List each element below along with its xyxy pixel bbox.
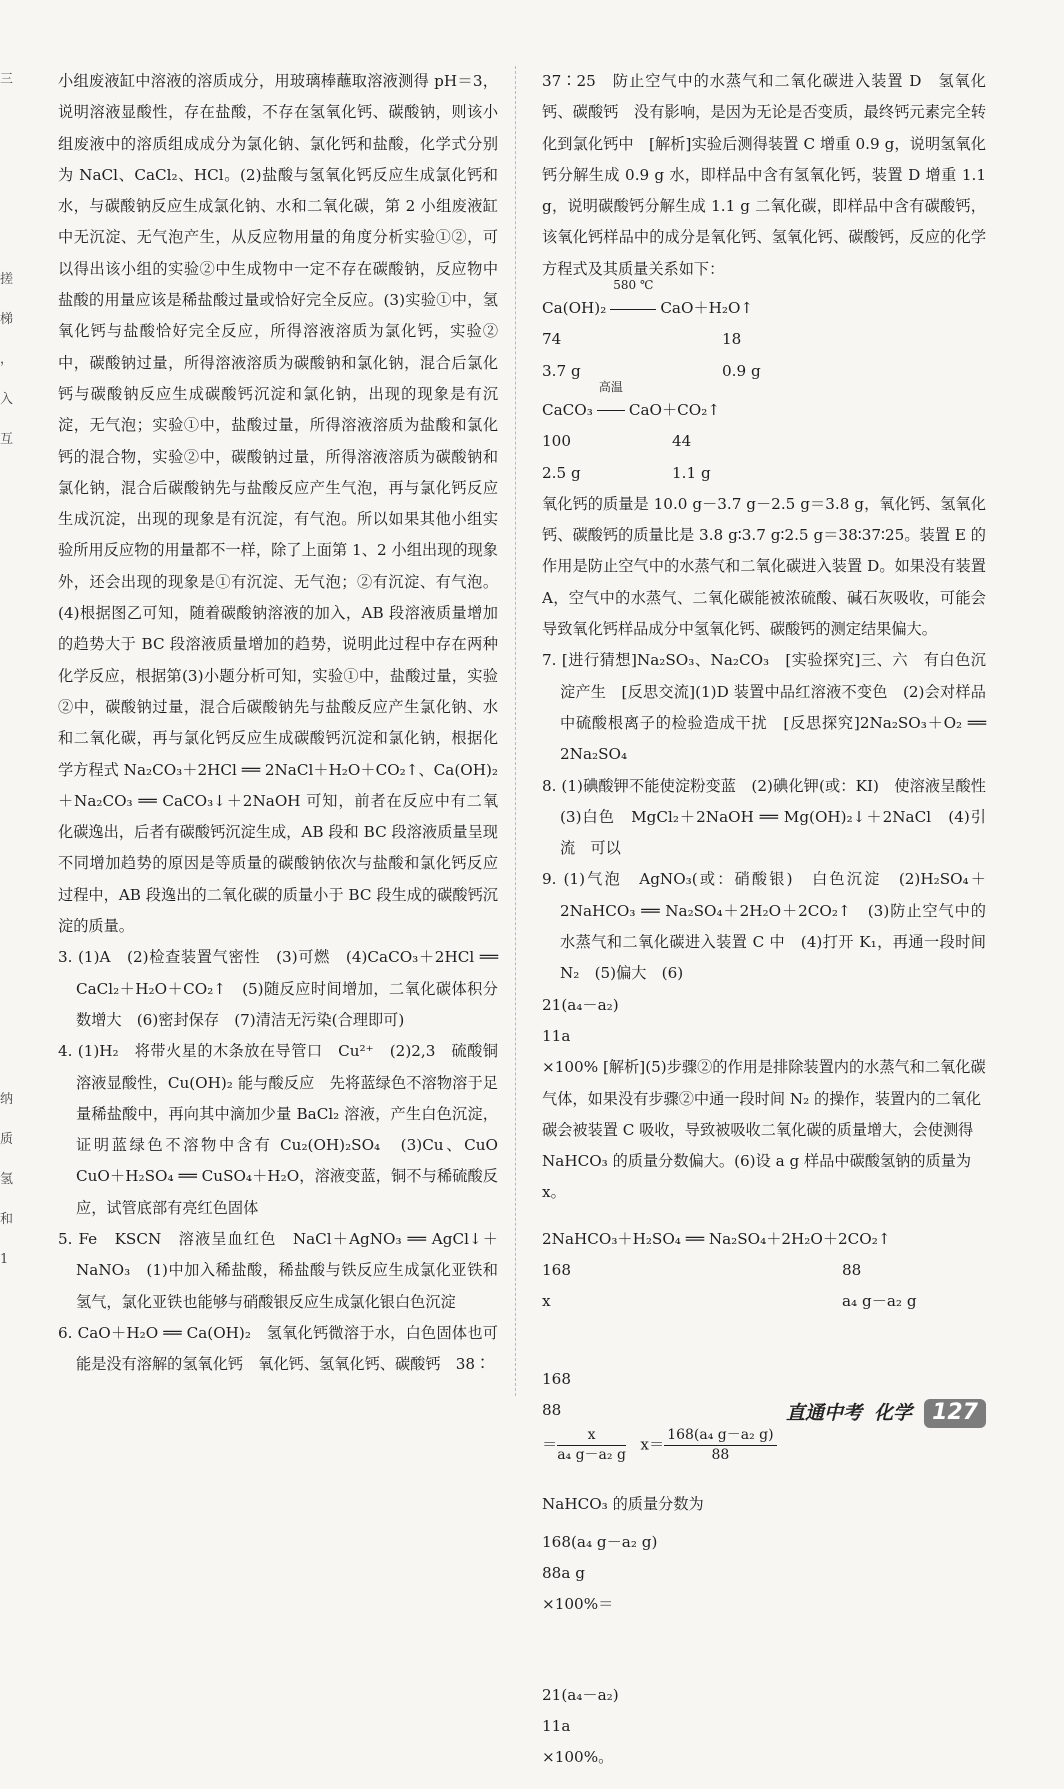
final-mid: ×100%＝ [542,1595,614,1614]
column-divider [515,66,517,1396]
fraction-denominator: 11a [542,1026,571,1045]
fraction-denominator: 11a [542,1716,571,1735]
fraction-denominator: 88a g [542,1563,585,1582]
binding-margin-marks [0,60,14,1280]
answer-3: 3. (1)A (2)检查装置气密性 (3)可燃 (4)CaCO₃＋2HCl ══ CaCl₂＋H₂O＋CO₂↑ (5)随反应时间增加，二氧化碳体积分数增大 (6)密封保存 (7)清洁无污染(合理即可) [58,948,498,1029]
final-label: NaHCO₃ 的质量分数为 [542,1494,704,1513]
mass-value: 44 [672,432,692,451]
margin-mark: ， [0,352,14,367]
mass-value: 2.5 g [542,463,581,482]
page-footer [786,1398,986,1428]
mass-ratio-row [542,426,986,457]
fraction-denominator: a₄ g－a₂ g [557,1447,626,1464]
reaction-condition: 580 ℃ [613,278,654,293]
margin-mark: 氢 [0,1172,14,1187]
fraction-numerator: 21(a₄－a₂) [542,1685,619,1704]
fraction [557,1426,626,1465]
eq-rhs: CaO＋CO₂↑ [628,400,721,419]
left-column [58,66,514,1380]
footer-subject: 化学 [874,1402,913,1424]
answer-7: 7. [进行猜想]Na₂SO₃、Na₂CO₃ [实验探究]三、六 有白色沉淀产生 [反思交流](1)D 装置中品红溶液不变色 (2)会对样品中硫酸根离子的检验造成干扰 [反思探究]2Na₂SO₃＋O₂ ══ 2Na₂SO₄ [542,651,986,764]
mass-value: 74 [542,330,562,349]
margin-mark: 纳 [0,1092,14,1107]
answer-4: 4. (1)H₂ 将带火星的木条放在导管口 Cu²⁺ (2)2,3 硫酸铜溶液显酸性，Cu(OH)₂ 能与酸反应 先将蓝绿色不溶物溶于足量稀盐酸中，再向其中滴加少量 BaCl₂ 溶液，产生白色沉淀，证明蓝绿色不溶物中含有 Cu₂(OH)₂SO₄ (3)Cu、CuO CuO＋H₂SO₄ ══ CuSO₄＋H₂O，溶液变蓝，铜不与稀硫酸反应，试管底部有亮红色固体 [58,1042,514,1217]
answer-5: 5. Fe KSCN 溶液呈血红色 NaCl＋AgNO₃ ══ AgCl↓＋NaNO₃ (1)中加入稀盐酸，稀盐酸与铁反应生成氯化亚铁和氢气，氯化亚铁也能够与硝酸银反应生成氯化银白色沉淀 [58,1229,498,1311]
eq-lhs: Ca(OH)₂ [542,299,607,318]
mass-value: 18 [722,330,742,349]
answer-continued-paragraph: 小组废液缸中溶液的溶质成分，用玻璃棒蘸取溶液测得 pH＝3，说明溶液显酸性，存在盐酸，不存在氢氧化钙、碳酸钠，则该小组废液中的溶质组成成分为氯化钠、氯化钙和盐酸，化学式分别为 NaCl、CaCl₂、HCl。(2)盐酸与氢氧化钙反应生成氯化钙和水，与碳酸钠反应生成氯化钠、水和二氧化碳，第 2 小组废液缸中无沉淀、无气泡产生，从反应物用量的角度分析实验①②，可以得出该小组的实验②中生成物中一定不存在碳酸钠，反应物中盐酸的用量应该是稀盐酸过量或恰好完全反应。(3)实验①中，氢氧化钙与盐酸恰好完全反应，所得溶液溶质为氯化钙，实验②中，碳酸钠过量，所得溶液溶质为碳酸钠和氯化钠，混合后氯化钙与碳酸钠反应生成碳酸钙沉淀和氯化钠，出现的现象是有沉淀，无气泡；实验①中，盐酸过量，所得溶液溶质为盐酸和氯化钙的混合物，实验②中，碳酸钠过量，所得溶液溶质为碳酸钠和氯化钠，混合后碳酸钠先与盐酸反应产生气泡，再与氯化钙反应生成沉淀，出现的现象是有沉淀，有气泡。所以如果其他小组实验所用反应物的用量都不一样，除了上面第 1、2 小组出现的现象外，还会出现的现象是①有沉淀、无气泡；②有沉淀、有气泡。(4)根据图乙可知，随着碳酸钠溶液的加入，AB 段溶液质量增加的趋势大于 BC 段溶液质量增加的趋势，说明此过程中存在两种化学反应，根据第(3)小题分析可知，实验①中，盐酸过量，实验②中，碳酸钠过量，混合后碳酸钠先与盐酸反应产生氯化钠、水和二氧化碳，再与氯化钙反应生成碳酸钙沉淀和氯化钠，根据化学方程式 Na₂CO₃＋2HCl ══ 2NaCl＋H₂O＋CO₂↑、Ca(OH)₂＋Na₂CO₃ ══ CaCO₃↓＋2NaOH 可知，前者在反应中有二氧化碳逸出，后者有碳酸钙沉淀生成，AB 段和 BC 段溶液质量呈现不同增加趋势的原因是等质量的碳酸钠依次与盐酸和氯化钙反应过程中，AB 段逸出的二氧化碳的质量小于 BC 段生成的碳酸钙沉淀的质量。 [58,72,498,936]
equation-caco3-decomposition [542,379,986,426]
answer-9 [542,864,986,989]
answer-6: 6. CaO＋H₂O ══ Ca(OH)₂ 氢氧化钙微溶于水，白色固体也可能是没有溶解的氢氧化钙 氧化钙、氢氧化钙、碳酸钙 38∶ [58,1323,498,1374]
fraction-denominator: 88 [711,1447,730,1464]
eq-lhs: CaCO₃ [542,400,593,419]
mass-value: 168 [542,1261,571,1280]
fraction-numerator: 168(a₄ g－a₂ g) [542,1532,658,1551]
margin-mark: 三 [0,72,14,87]
answer-9-text: 9. (1)气泡 AgNO₃(或：硝酸银) 白色沉淀 (2)H₂SO₄＋2NaHCO₃ ══ Na₂SO₄＋2H₂O＋2CO₂↑ (3)防止空气中的水蒸气和二氧化碳进入装置 C 中 (4)打开 K₁，再通一段时间 N₂ (5)偏大 (6) [542,870,986,983]
x-equals: x＝ [640,1435,665,1454]
fraction-numerator: 168(a₄ g－a₂ g) [664,1426,776,1446]
mass-value: 100 [542,432,571,451]
mass-actual-row [542,458,986,489]
page-number: 127 [924,1399,986,1428]
mass-value: 88 [842,1261,862,1280]
mass-value: 0.9 g [722,361,761,380]
equals-sign: ＝ [542,1435,558,1454]
margin-mark: 质 [0,1132,14,1147]
proportion-equation [542,1318,986,1364]
margin-mark: 梯 [0,312,14,327]
final-result [542,1636,986,1680]
answer-6-continued: 37∶25 防止空气中的水蒸气和二氧化碳进入装置 D 氢氧化钙、碳酸钙 没有影响，是因为无论是否变质，最终钙元素完全转化到氯化钙中 [解析]实验后测得装置 C 增重 0.9 g，说明氢氧化钙分解生成 0.9 g 水，即样品中含有氢氧化钙，装置 D 增重 1.1 g，说明碳酸钙分解生成 1.1 g 二氧化碳，即样品中含有碳酸钙，该氧化钙样品中的成分是氧化钙、氢氧化钙、碳酸钙，反应的化学方程式及其质量关系如下： [542,72,986,278]
fraction-numerator: 168 [542,1369,571,1388]
mass-value: a₄ g－a₂ g [842,1292,917,1311]
reaction-arrow [606,278,660,324]
fraction [664,1426,776,1465]
reaction-arrow [593,379,629,426]
mass-value: 3.7 g [542,361,581,380]
eq-rhs: CaO＋H₂O↑ [660,299,754,318]
fraction-numerator: 21(a₄－a₂) [542,995,619,1014]
fraction-numerator: x [557,1426,626,1446]
mass-ratio-row [542,324,986,355]
mass-actual-row [542,1286,986,1317]
final-tail: ×100%。 [542,1748,614,1767]
equation-nahco3: 2NaHCO₃＋H₂SO₄ ══ Na₂SO₄＋2H₂O＋2CO₂↑ [542,1229,891,1248]
footer-title: 直通中考 [786,1402,863,1424]
answer-9-analysis: [解析](5)步骤②的作用是排除装置内的水蒸气和二氧化碳气体，如果没有步骤②中通一段时间 N₂ 的操作，装置内的二氧化碳会被装置 C 吸收，导致被吸收二氧化碳的质量增大，会使测得 NaHCO₃ 的质量分数偏大。(6)设 a g 样品中碳酸氢钠的质量为 x。 [542,1058,986,1202]
reaction-condition: 高温 [598,379,623,394]
margin-mark: 入 [0,392,14,407]
mass-value: x [542,1292,551,1311]
mass-ratio-row [542,1255,986,1286]
analysis-paragraph: 氧化钙的质量是 10.0 g－3.7 g－2.5 g＝3.8 g，氧化钙、氢氧化钙、碳酸钙的质量比是 3.8 g∶3.7 g∶2.5 g＝38∶37∶25。装置 E 的作用是防止空气中的水蒸气和二氧化碳进入装置 D。如果没有装置 A，空气中的水蒸气、二氧化碳能被浓硫酸、碱石灰吸收，可能会导致氧化钙样品成分中氢氧化钙、碳酸钙的测定结果偏大。 [542,494,986,639]
margin-mark: 1 [0,1252,9,1267]
mass-value: 1.1 g [672,463,711,482]
margin-mark: 搓 [0,272,14,287]
fraction-tail: ×100% [542,1058,599,1077]
right-column [542,66,1002,1789]
equation-caoh2-decomposition [542,278,986,324]
final-mass-fraction [542,1481,986,1527]
answer-8: 8. (1)碘酸钾不能使淀粉变蓝 (2)碘化钾(或：KI) 使溶液呈酸性 (3)白色 MgCl₂＋2NaOH ══ Mg(OH)₂↓＋2NaCl (4)引流 可以 [542,776,1002,858]
margin-mark: 和 [0,1212,14,1227]
fraction-denominator: 88 [542,1401,562,1420]
margin-mark: 互 [0,432,14,447]
